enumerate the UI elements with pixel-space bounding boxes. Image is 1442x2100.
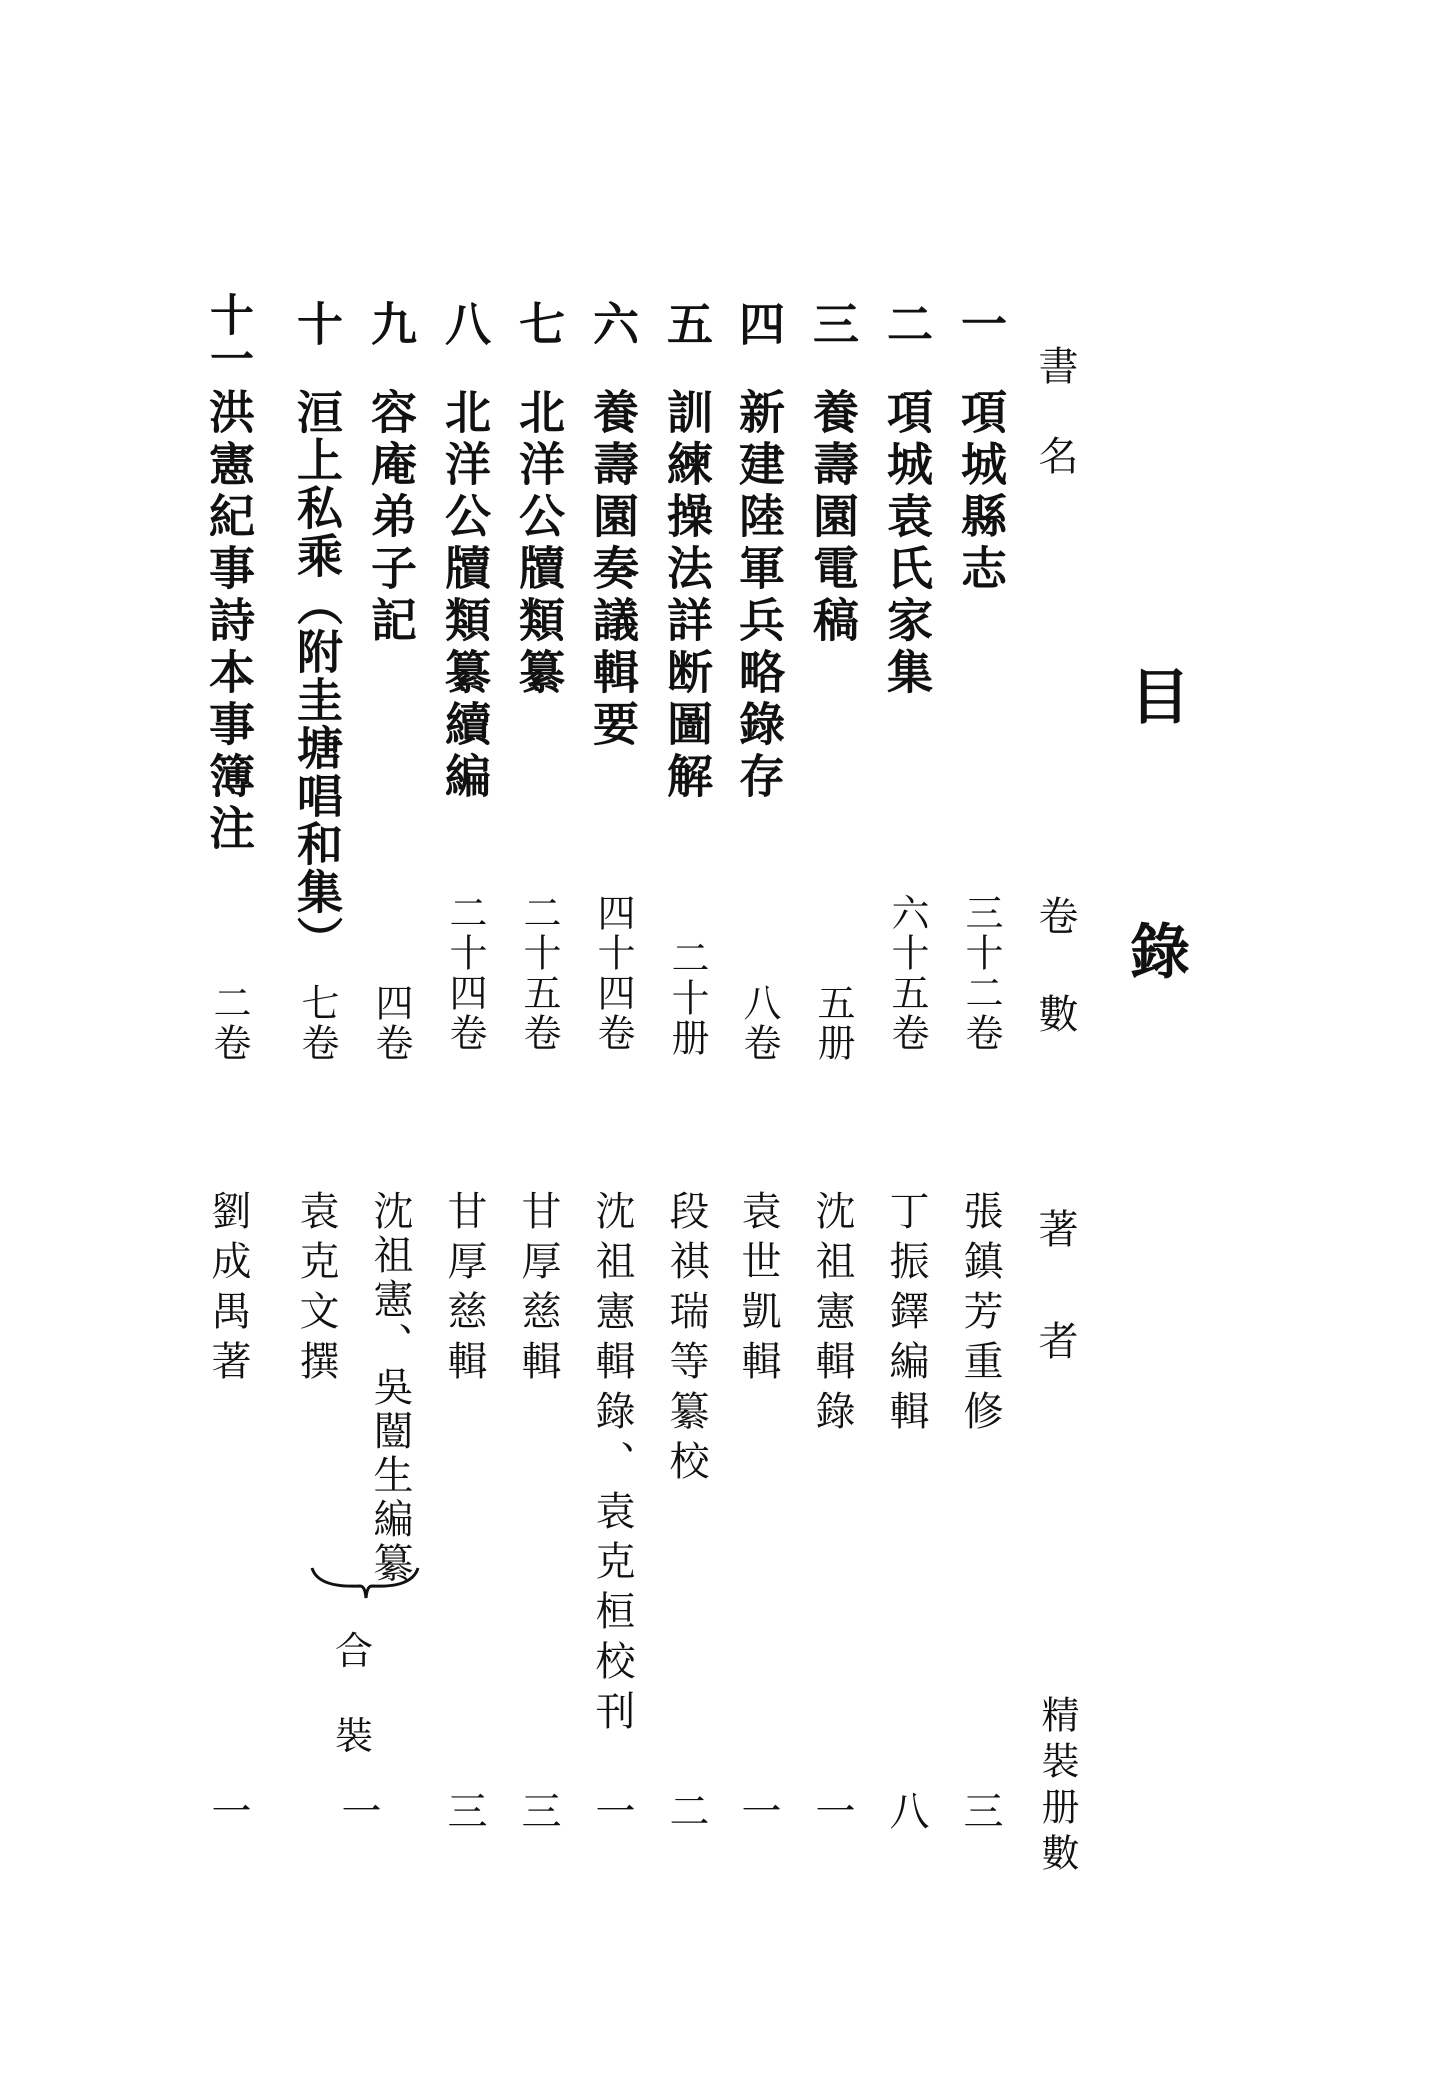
entry-author: 張鎮芳重修	[957, 1190, 1003, 1440]
entry-copies: 八	[883, 1790, 929, 1830]
entry-book-name: 新建陸軍兵略錄存	[732, 388, 786, 804]
entry-copies: 一	[809, 1790, 855, 1830]
entry-volumes: 二十四卷	[443, 893, 487, 1053]
entry-number: 九	[364, 300, 418, 346]
header-book-name: 書名	[1032, 345, 1078, 525]
entry-volumes: 二卷	[207, 983, 251, 1063]
entry-number: 六	[586, 300, 640, 346]
entry-book-name: 項城縣志	[954, 388, 1008, 596]
entry-volumes: 四十四卷	[591, 893, 635, 1053]
entry-author: 甘厚慈輯	[441, 1190, 487, 1390]
entry-author: 甘厚慈輯	[515, 1190, 561, 1390]
entry-copies: 二	[663, 1790, 709, 1830]
entry-author: 沈祖憲、吳闓生編纂	[367, 1190, 413, 1586]
entry-number: 五	[660, 300, 714, 346]
entry-copies: 三	[957, 1790, 1003, 1830]
entry-volumes: 四卷	[369, 983, 413, 1063]
entry-author: 袁克文撰	[293, 1190, 339, 1390]
entry-copies: 一	[335, 1790, 381, 1830]
combined-binding-brace	[310, 1562, 420, 1602]
combined-note-char-2: 裝	[335, 1714, 374, 1758]
entry-author: 袁世凱輯	[735, 1190, 781, 1390]
header-volumes: 卷數	[1032, 895, 1078, 1091]
entry-author: 沈祖憲輯錄	[809, 1190, 855, 1440]
entry-copies: 一	[735, 1790, 781, 1830]
entry-number: 二	[880, 300, 934, 346]
page-title-char-1: 目	[1130, 663, 1190, 733]
entry-copies: 三	[441, 1790, 487, 1830]
entry-author: 劉成禺著	[205, 1190, 251, 1390]
entry-volumes: 六十五卷	[885, 893, 929, 1053]
entry-book-name: 養壽園奏議輯要	[586, 388, 640, 752]
entry-number: 八	[438, 300, 492, 346]
entry-author: 沈祖憲輯錄、袁克桓校刊	[589, 1190, 635, 1740]
entry-volumes: 八卷	[737, 983, 781, 1063]
entry-volumes: 五册	[811, 983, 855, 1063]
page-title-char-2: 錄	[1130, 918, 1190, 988]
header-bound-copies: 精裝册數	[1035, 1695, 1079, 1879]
entry-volumes: 二十五卷	[517, 893, 561, 1053]
entry-number: 十一	[202, 292, 253, 380]
entry-book-name: 容庵弟子記	[364, 388, 418, 648]
entry-number: 十	[290, 300, 344, 346]
entry-book-name: 北洋公牘類纂續編	[438, 388, 492, 804]
entry-volumes: 七卷	[295, 983, 339, 1063]
header-author: 著者	[1032, 1208, 1078, 1432]
entry-book-name: 北洋公牘類纂	[512, 388, 566, 700]
entry-volumes: 三十二卷	[959, 893, 1003, 1053]
entry-book-name: 項城袁氏家集	[880, 388, 934, 700]
entry-book-name: 養壽園電稿	[806, 388, 860, 648]
entry-number: 一	[954, 300, 1008, 346]
entry-number: 四	[732, 300, 786, 346]
entry-copies: 一	[205, 1790, 251, 1830]
entry-author: 丁振鐸編輯	[883, 1190, 929, 1440]
entry-number: 三	[806, 300, 860, 346]
entry-copies: 一	[589, 1790, 635, 1830]
entry-copies: 三	[515, 1790, 561, 1830]
entry-book-name: 訓練操法詳断圖解	[660, 388, 714, 804]
entry-volumes: 二十册	[665, 938, 709, 1058]
entry-book-name: 洹上私乘（附圭塘唱和集）	[290, 388, 344, 964]
entry-author: 段祺瑞等纂校	[663, 1190, 709, 1490]
combined-note-char-1: 合	[335, 1629, 374, 1673]
entry-book-name: 洪憲紀事詩本事簿注	[202, 388, 256, 856]
entry-number: 七	[512, 300, 566, 346]
